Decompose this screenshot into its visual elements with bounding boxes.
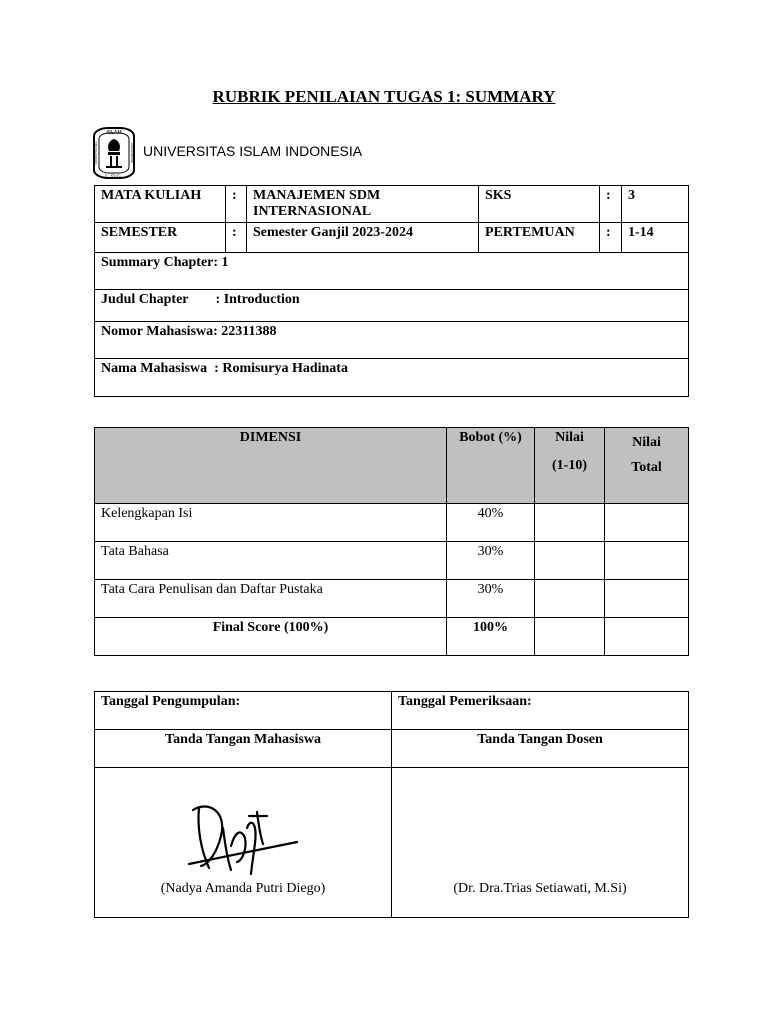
university-name: UNIVERSITAS ISLAM INDONESIA: [143, 143, 363, 159]
table-row: [95, 542, 689, 580]
mata-kuliah-label: MATA KULIAH: [95, 186, 226, 223]
nilai-total-cell[interactable]: [605, 504, 689, 542]
bobot-cell: 30%: [447, 542, 535, 580]
nilai-total-line2: Total: [631, 460, 662, 475]
nilai-total-line1: Nilai: [632, 435, 661, 450]
nama-mahasiswa: [95, 359, 689, 397]
dimensi-cell: Tata Cara Penulisan dan Daftar Pustaka: [95, 580, 447, 618]
sks-value: 3: [622, 186, 689, 223]
tanggal-pengumpulan: Tanggal Pengumpulan:: [95, 692, 392, 730]
nilai-cell[interactable]: [535, 542, 605, 580]
final-score-row: [95, 618, 689, 656]
semester-value: Semester Ganjil 2023-2024: [247, 223, 479, 253]
signature-dosen-cell: [392, 768, 689, 918]
pertemuan-value: 1-14: [622, 223, 689, 253]
judul-chapter-value: : Introduction: [215, 292, 300, 307]
nama-mahasiswa-label: Nama Mahasiswa: [101, 361, 208, 376]
signature-mahasiswa-cell: [95, 768, 392, 918]
bobot-header: Bobot (%): [447, 428, 535, 504]
nilai-cell[interactable]: [535, 504, 605, 542]
nama-mahasiswa-value: : Romisurya Hadinata: [214, 361, 348, 376]
final-score-label: Final Score (100%): [95, 618, 447, 656]
nilai-total-header: [605, 428, 689, 504]
final-score-bobot: 100%: [447, 618, 535, 656]
final-nilai-total-cell[interactable]: [605, 618, 689, 656]
nilai-cell[interactable]: [535, 580, 605, 618]
dimensi-header: DIMENSI: [95, 428, 447, 504]
svg-text:INDONESIA: INDONESIA: [130, 143, 134, 163]
dimensi-cell: Kelengkapan Isi: [95, 504, 447, 542]
handwritten-signature-icon: [187, 798, 302, 876]
course-info-table: [94, 185, 689, 397]
pertemuan-label: PERTEMUAN: [479, 223, 600, 253]
final-nilai-cell[interactable]: [535, 618, 605, 656]
semester-label: SEMESTER: [95, 223, 226, 253]
dimensi-cell: Tata Bahasa: [95, 542, 447, 580]
nilai-header-range: (1-10): [552, 458, 587, 473]
svg-text:UNIVERSITAS: UNIVERSITAS: [94, 141, 98, 165]
score-table: [94, 427, 689, 656]
mata-kuliah-value: MANAJEMEN SDM INTERNASIONAL: [247, 186, 479, 223]
judul-chapter: [95, 290, 689, 322]
nilai-total-cell[interactable]: [605, 580, 689, 618]
nomor-mahasiswa: Nomor Mahasiswa: 22311388: [95, 322, 689, 359]
nilai-total-cell[interactable]: [605, 542, 689, 580]
table-row: [95, 504, 689, 542]
ttd-mahasiswa-label: Tanda Tangan Mahasiswa: [95, 730, 392, 768]
colon: :: [600, 186, 622, 223]
bobot-cell: 30%: [447, 580, 535, 618]
university-logo-icon: [91, 125, 137, 181]
tanggal-pemeriksaan: Tanggal Pemeriksaan:: [392, 692, 689, 730]
colon: :: [600, 223, 622, 253]
document-title: RUBRIK PENILAIAN TUGAS 1: SUMMARY: [212, 87, 556, 106]
signature-table: [94, 691, 689, 918]
summary-chapter: Summary Chapter: 1: [95, 253, 689, 290]
table-row: [95, 580, 689, 618]
svg-text:يوكياكرتا: يوكياكرتا: [105, 174, 123, 180]
ttd-dosen-label: Tanda Tangan Dosen: [392, 730, 689, 768]
sks-label: SKS: [479, 186, 600, 223]
nilai-header: [535, 428, 605, 504]
svg-text:ISLAM: ISLAM: [106, 130, 122, 136]
nilai-header-label: Nilai: [555, 430, 584, 445]
colon: :: [226, 186, 247, 223]
nama-mahasiswa-signature: (Nadya Amanda Putri Diego): [160, 881, 326, 896]
colon: :: [226, 223, 247, 253]
judul-chapter-label: Judul Chapter: [101, 292, 189, 307]
nama-dosen-signature: (Dr. Dra.Trias Setiawati, M.Si): [453, 881, 627, 896]
bobot-cell: 40%: [447, 504, 535, 542]
